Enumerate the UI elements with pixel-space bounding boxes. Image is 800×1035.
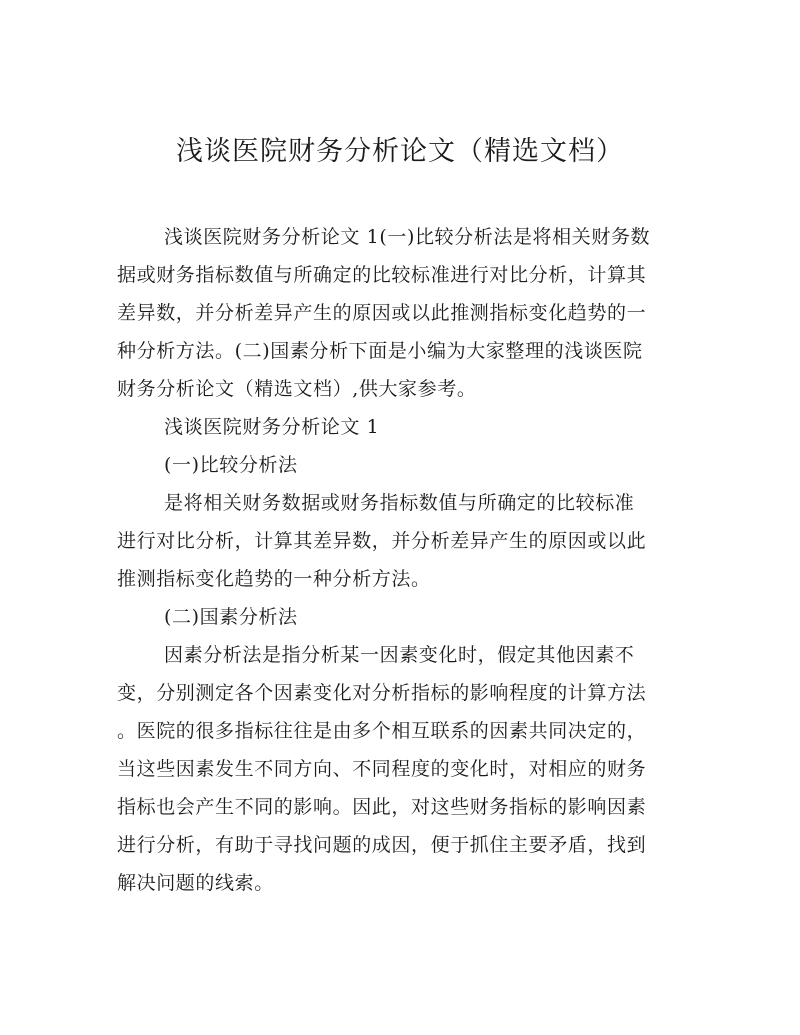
section-heading-comparison: (一)比较分析法	[164, 454, 298, 476]
paragraph-1-line-4: 种分析方法。(二)国素分析下面是小编为大家整理的浅谈医院	[117, 340, 643, 362]
paragraph-1-line-5: 财务分析论文（精选文档）,供大家参考。	[117, 378, 477, 400]
paragraph-2-line-2: 进行对比分析，计算其差异数，并分析差异产生的原因或以此	[117, 530, 647, 552]
paragraph-3-line-1: 因素分析法是指分析某一因素变化时，假定其他因素不	[164, 644, 635, 666]
document-title: 浅谈医院财务分析论文（精选文档）	[176, 136, 624, 167]
paragraph-3-line-2: 变，分别测定各个因素变化对分析指标的影响程度的计算方法	[117, 682, 647, 704]
paragraph-3-line-4: 当这些因素发生不同方向、不同程度的变化时，对相应的财务	[117, 758, 647, 780]
paragraph-3-line-7: 解决问题的线索。	[117, 872, 274, 894]
paragraph-2-line-1: 是将相关财务数据或财务指标数值与所确定的比较标准	[164, 492, 635, 514]
document-body	[117, 218, 683, 902]
paragraph-2-line-3: 推测指标变化趋势的一种分析方法。	[117, 568, 431, 590]
paragraph-1-line-2: 据或财务指标数值与所确定的比较标准进行对比分析，计算其	[117, 264, 647, 286]
paragraph-3-line-3: 。医院的很多指标往往是由多个相互联系的因素共同决定的，	[117, 720, 647, 742]
section-heading-article: 浅谈医院财务分析论文 1	[164, 416, 380, 438]
paragraph-1-line-3: 差异数，并分析差异产生的原因或以此推测指标变化趋势的一	[117, 302, 647, 324]
paragraph-3-line-5: 指标也会产生不同的影响。因此，对这些财务指标的影响因素	[117, 796, 647, 818]
paragraph-3-line-6: 进行分析，有助于寻找问题的成因，便于抓住主要矛盾，找到	[117, 834, 647, 856]
paragraph-1-line-1: 浅谈医院财务分析论文 1(一)比较分析法是将相关财务数	[164, 226, 651, 248]
section-heading-factor: (二)国素分析法	[164, 606, 298, 628]
